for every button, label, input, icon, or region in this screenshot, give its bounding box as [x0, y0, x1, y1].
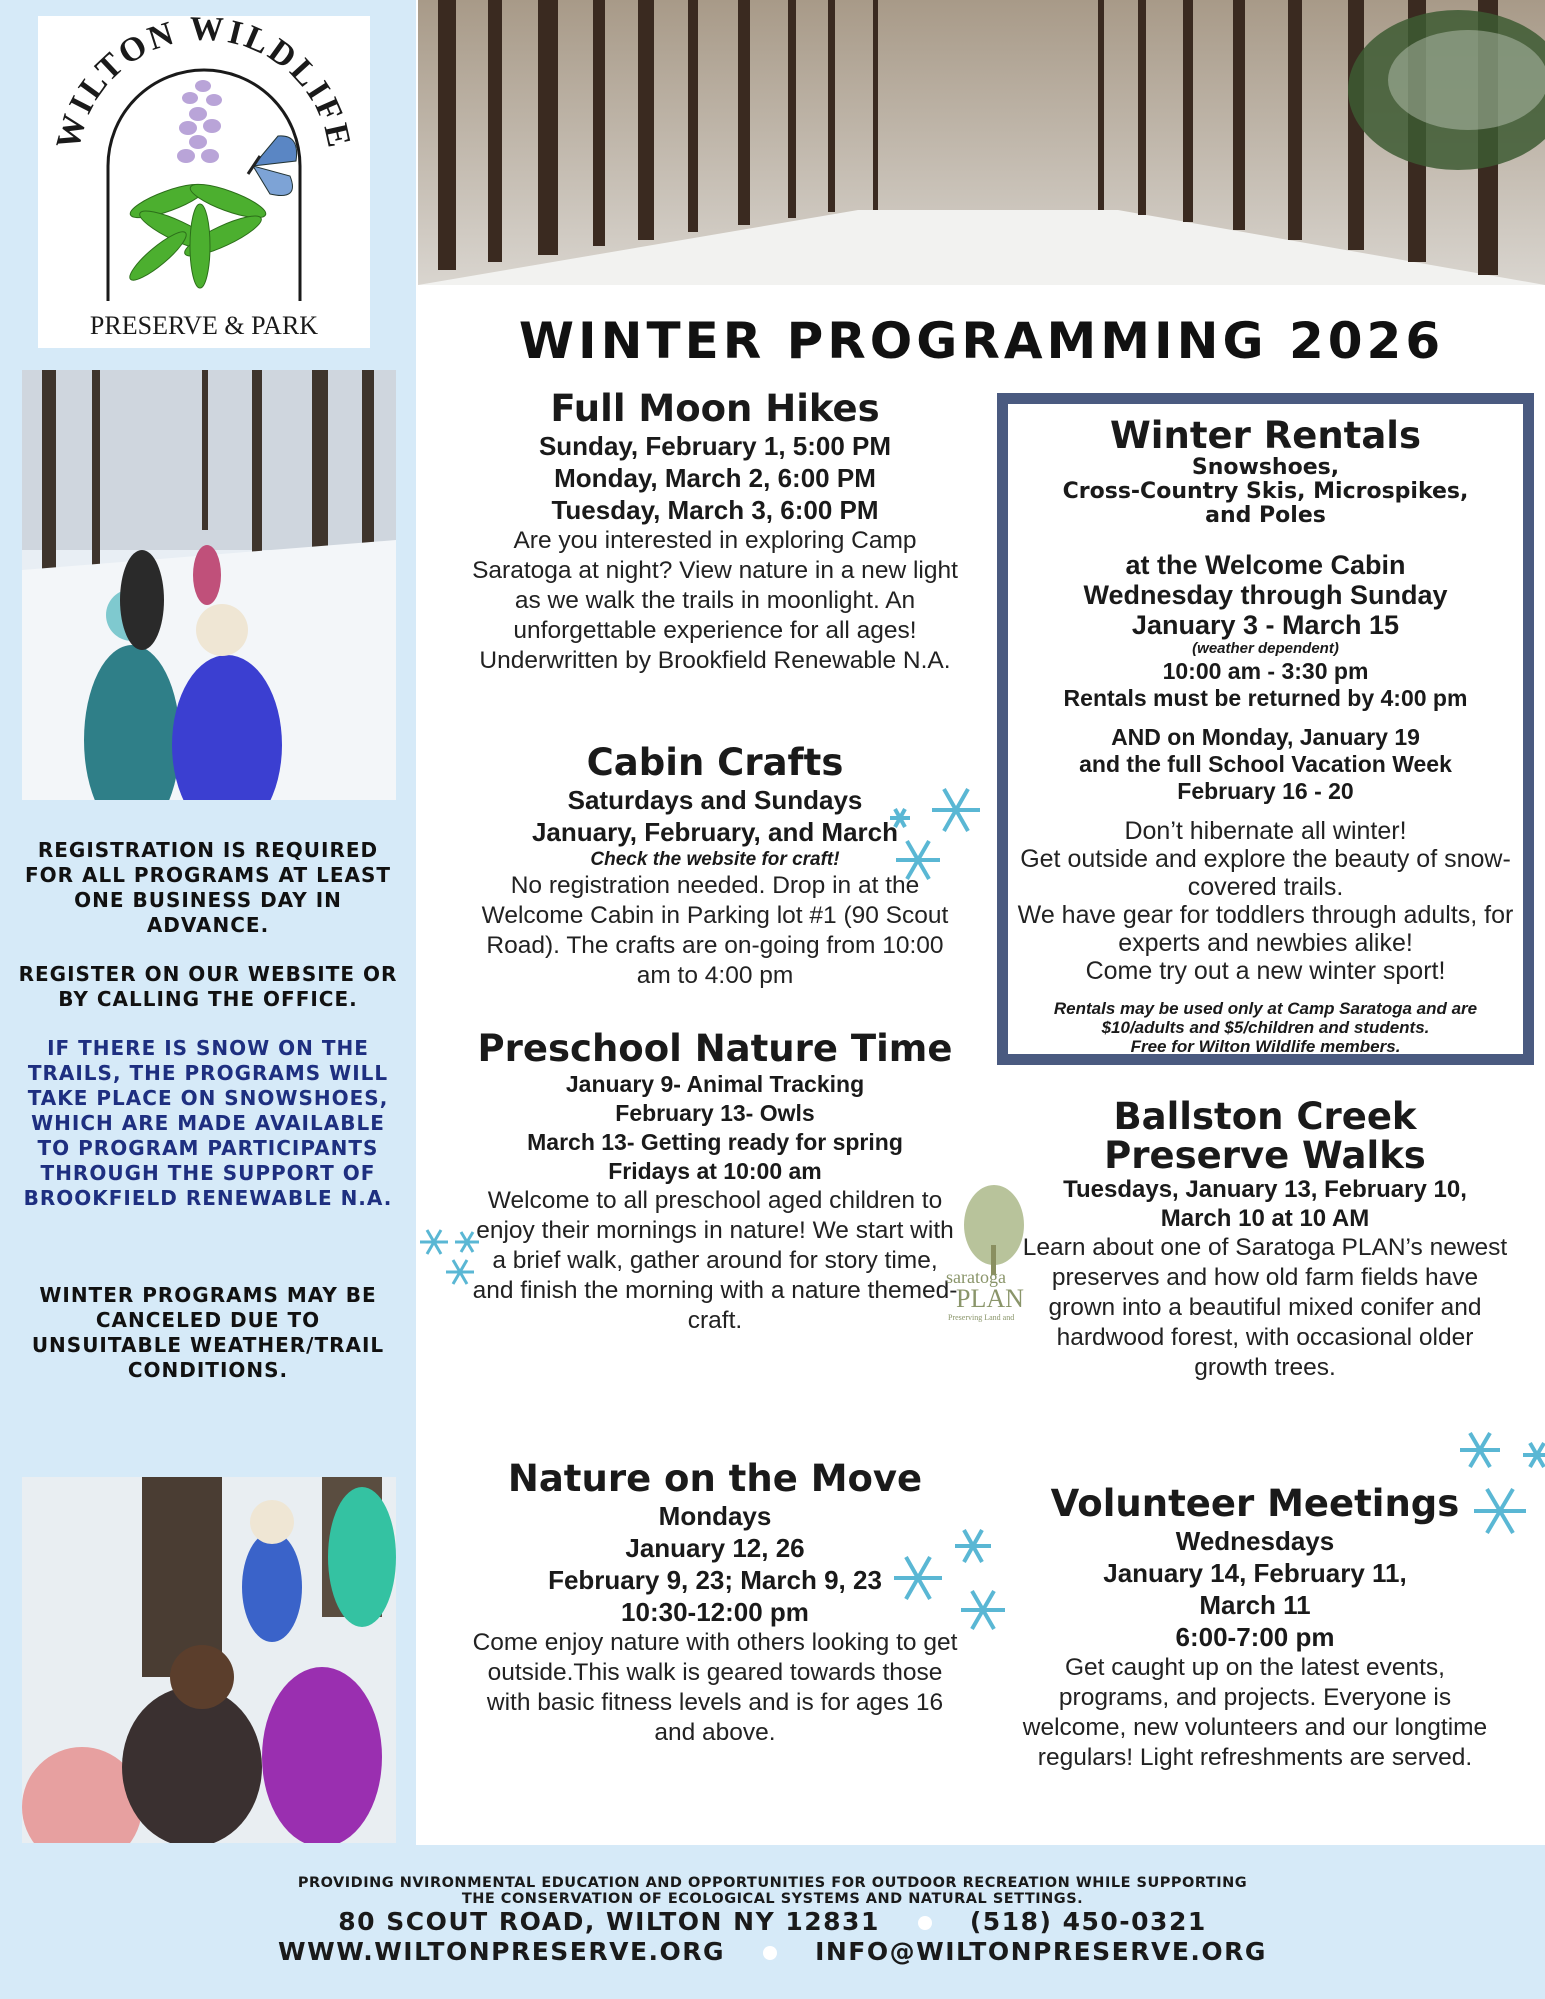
snowshoe-note: IF THERE IS SNOW ON THE TRAILS, THE PROGRAMS WILL TAKE PLACE ON SNOWSHOES, WHICH ARE MADE AVAILABLE TO PROGRAM PARTICIPANTS THROUGH THE SUPPORT OF BROOKFIELD RENEWABLE N.A. [23, 1036, 393, 1210]
rental-item: and Poles [1205, 503, 1326, 528]
preschool-nature-title: Preschool Nature Time [477, 1027, 953, 1070]
rental-hours: 10:00 am - 3:30 pm [1162, 658, 1369, 684]
logo-bottom-text: PRESERVE & PARK [89, 311, 319, 340]
mission-statement [0, 1875, 1545, 1907]
rental-extra-date: and the full School Vacation Week [1079, 751, 1452, 777]
preschool-description: Welcome to all preschool aged children to enjoy their mornings in nature! We start with a brief walk, gather around for story time, and finish the morning with a nature themed-craft. [472, 1187, 958, 1334]
snowflake-icon [1455, 1415, 1545, 1545]
nature-on-the-move-section [470, 1458, 960, 1748]
rental-pitch: Get outside and explore the beauty of snow-covered trails. [1020, 845, 1511, 901]
nature-on-the-move-title: Nature on the Move [507, 1457, 923, 1500]
saratoga-plan-logo [946, 1175, 1036, 1325]
rental-location: at the Welcome Cabin [1125, 550, 1406, 580]
ballston-creek-section [1020, 1097, 1510, 1383]
full-moon-date: Sunday, February 1, 5:00 PM [538, 431, 892, 461]
contact-line-2 [0, 1937, 1545, 1966]
volunteer-date: March 11 [1199, 1590, 1311, 1620]
cabin-crafts-description: No registration needed. Drop in at the Welcome Cabin in Parking lot #1 (90 Scout Road). The crafts are on-going from 10:00 am to 4:00 pm [481, 872, 949, 989]
ballston-creek-title: Ballston Creek Preserve Walks [1104, 1095, 1426, 1177]
bullet-dot-icon [918, 1916, 932, 1930]
cabin-crafts-note: Check the website for craft! [590, 849, 840, 870]
plan-logo-tagline: Preserving Land and [948, 1313, 1015, 1322]
cabin-crafts-months: January, February, and March [531, 817, 899, 847]
volunteer-meetings-title: Volunteer Meetings [1050, 1482, 1460, 1525]
registration-note: REGISTRATION IS REQUIRED FOR ALL PROGRAMS AT LEAST ONE BUSINESS DAY IN ADVANCE. [24, 838, 392, 937]
rental-item: Snowshoes, [1191, 455, 1340, 480]
rental-pitch: We have gear for toddlers through adults, for experts and newbies alike! [1017, 901, 1514, 957]
rental-return-note: Rentals must be returned by 4:00 pm [1063, 685, 1468, 711]
phone-number[interactable]: (518) 450-0321 [969, 1907, 1207, 1936]
cabin-crafts-title: Cabin Crafts [586, 741, 844, 784]
preschool-time: Fridays at 10:00 am [608, 1158, 822, 1184]
logo-arc-text: WILTON WILDLIFE [49, 16, 359, 154]
nature-move-time: 10:30-12:00 pm [621, 1597, 809, 1627]
volunteer-description: Get caught up on the latest events, programs, and projects. Everyone is welcome, new volunteers and our longtime regulars! Light refreshments are served. [1022, 1654, 1488, 1771]
preschool-date: March 13- Getting ready for spring [527, 1129, 903, 1155]
volunteer-date: January 14, February 11, [1103, 1558, 1407, 1588]
preschool-nature-section [470, 1028, 960, 1336]
volunteer-time: 6:00-7:00 pm [1175, 1622, 1335, 1652]
register-how-note: REGISTER ON OUR WEBSITE OR BY CALLING THE OFFICE. [18, 962, 398, 1011]
full-moon-hikes-section [470, 388, 960, 676]
footer [0, 1845, 1545, 1999]
bullet-dot-icon [763, 1946, 777, 1960]
volunteer-meetings-section [1010, 1483, 1500, 1773]
rental-pitch: Come try out a new winter sport! [1085, 957, 1446, 985]
address: 80 SCOUT ROAD, WILTON NY 12831 [338, 1907, 880, 1936]
preschool-date: January 9- Animal Tracking [565, 1071, 865, 1097]
ballston-description: Learn about one of Saratoga PLAN’s newest preserves and how old farm fields have grown into a beautiful mixed conifer and hardwood forest, with occasional older growth trees. [1022, 1234, 1508, 1381]
page-title: WINTER PROGRAMMING 2026 [518, 312, 1445, 370]
plan-logo-word: saratoga [946, 1267, 1006, 1287]
rental-pricing: Free for Wilton Wildlife members. [1130, 1037, 1401, 1056]
rental-dates: January 3 - March 15 [1131, 610, 1400, 640]
snowy-forest-trail-photo [418, 0, 1545, 285]
contact-line-1 [0, 1907, 1545, 1936]
snowshoe-hike-photo [22, 370, 396, 800]
ballston-date: Tuesdays, January 13, February 10, [1063, 1176, 1467, 1203]
plan-logo-word: PLAN [956, 1284, 1024, 1313]
full-moon-description: Are you interested in exploring Camp Saratoga at night? View nature in a new light as we walk the trails in moonlight. An unforgettable experience for all ages! Underwritten by Brookfield Renewable N.A. [472, 527, 958, 674]
volunteer-day: Wednesdays [1175, 1526, 1335, 1556]
ballston-date: March 10 at 10 AM [1160, 1205, 1370, 1232]
snowflake-icon [412, 1222, 492, 1292]
full-moon-hikes-title: Full Moon Hikes [550, 387, 880, 430]
rental-extra-date: AND on Monday, January 19 [1111, 724, 1420, 750]
group-nature-photo [22, 1477, 396, 1843]
nature-move-date: January 12, 26 [625, 1533, 805, 1563]
cabin-crafts-days: Saturdays and Sundays [567, 785, 863, 815]
mission-line: THE CONSERVATION OF ECOLOGICAL SYSTEMS AND NATURAL SETTINGS. [461, 1891, 1084, 1907]
email-link[interactable]: INFO@WILTONPRESERVE.ORG [815, 1937, 1267, 1966]
nature-move-day: Mondays [658, 1501, 772, 1531]
cancellation-note: WINTER PROGRAMS MAY BE CANCELED DUE TO UNSUITABLE WEATHER/TRAIL CONDITIONS. [31, 1283, 385, 1382]
rental-days: Wednesday through Sunday [1083, 580, 1448, 610]
wilton-wildlife-logo [38, 16, 370, 348]
snowflake-icon [878, 778, 988, 888]
nature-move-description: Come enjoy nature with others looking to get outside.This walk is geared towards those with basic fitness levels and is for ages 16 and above. [472, 1629, 958, 1746]
rental-pricing: Rentals may be used only at Camp Saratoga and are [1053, 999, 1478, 1018]
full-moon-date: Monday, March 2, 6:00 PM [554, 463, 876, 493]
left-sidebar [0, 0, 416, 1845]
website-link[interactable]: WWW.WILTONPRESERVE.ORG [278, 1937, 726, 1966]
winter-rentals-box [997, 393, 1534, 1065]
nature-move-date: February 9, 23; March 9, 23 [548, 1565, 882, 1595]
rental-pricing: $10/adults and $5/children and students. [1101, 1018, 1430, 1037]
rental-item: Cross-Country Skis, Microspikes, [1062, 479, 1469, 504]
mission-line: PROVIDING NVIRONMENTAL EDUCATION AND OPPORTUNITIES FOR OUTDOOR RECREATION WHILE SUPPORTING [297, 1875, 1248, 1891]
weather-note: (weather dependent) [1192, 640, 1339, 657]
rental-pitch: Don’t hibernate all winter! [1124, 817, 1407, 845]
full-moon-date: Tuesday, March 3, 6:00 PM [551, 495, 879, 525]
rental-extra-date: February 16 - 20 [1177, 778, 1354, 804]
winter-rentals-title: Winter Rentals [1109, 414, 1422, 457]
snowflake-icon [888, 1518, 1018, 1638]
preschool-date: February 13- Owls [615, 1100, 815, 1126]
